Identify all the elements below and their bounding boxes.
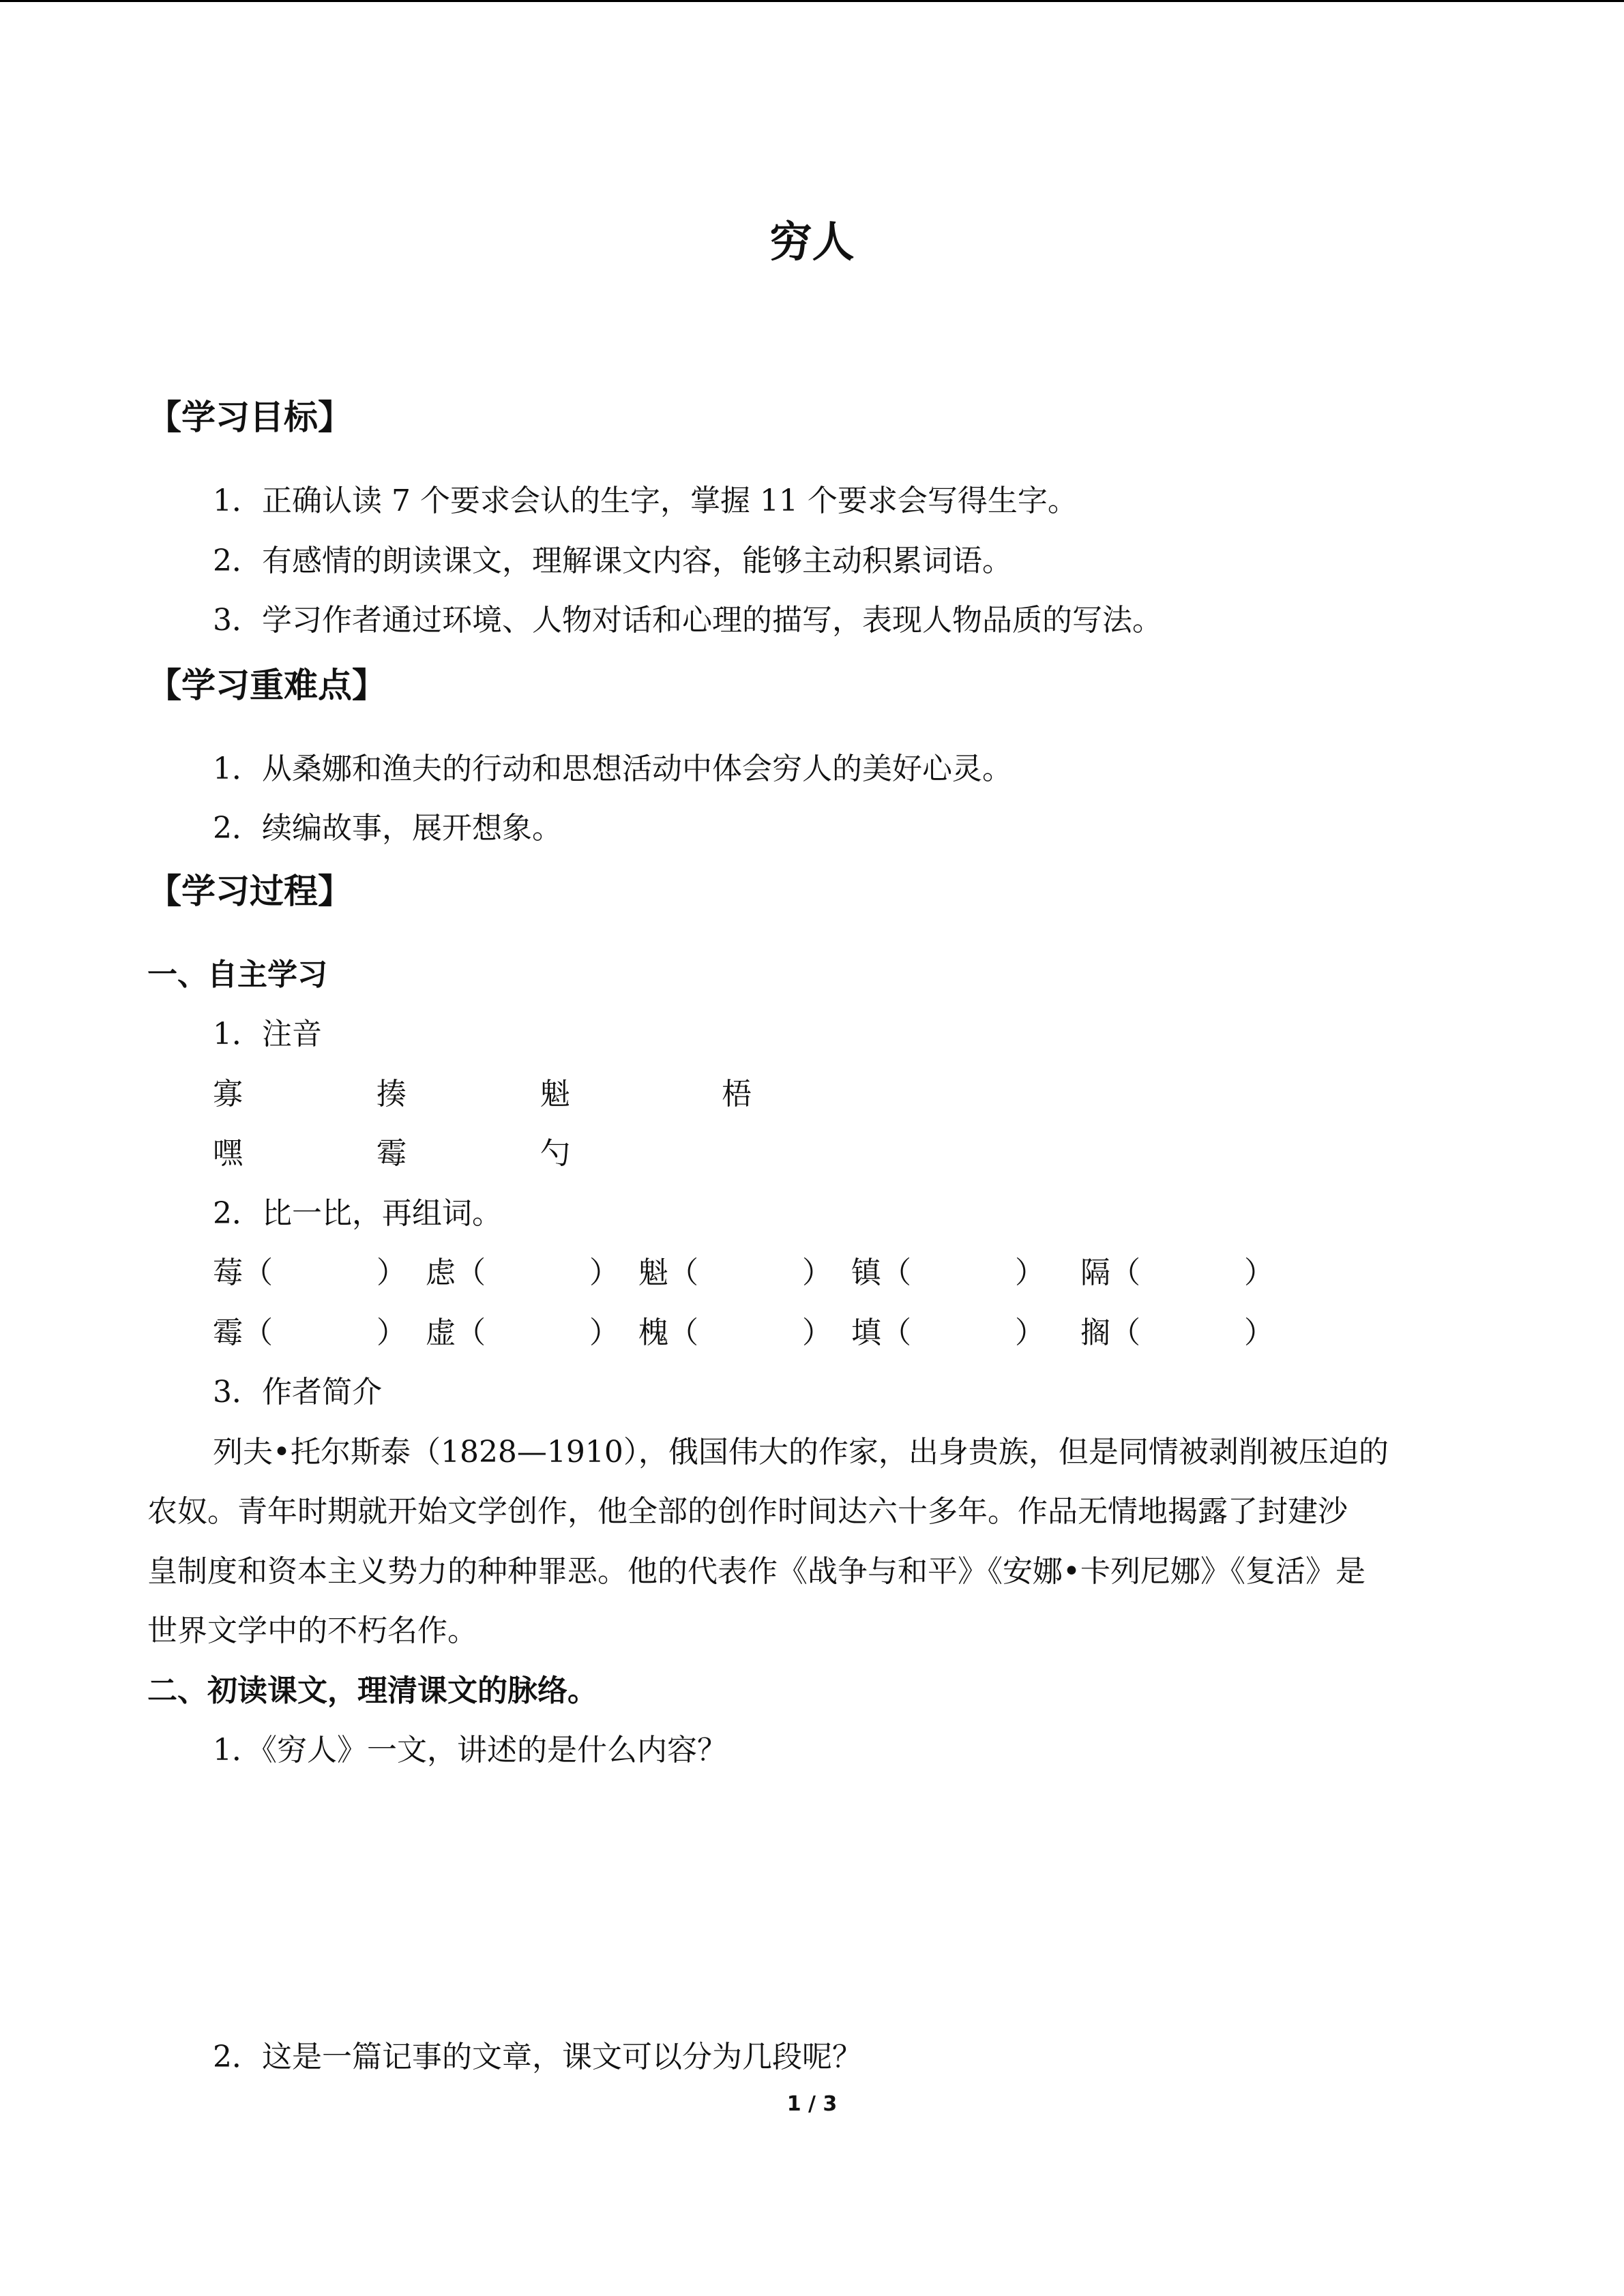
pinyin-char: 揍 [377,1077,407,1112]
pinyin-char: 霉 [377,1136,407,1171]
keypoint-item-2: 2．续编故事，展开想象。 [213,811,562,846]
compare-close: ） [1244,1315,1274,1350]
compare-label: 2．比一比，再组词。 [213,1196,502,1231]
compare-char: 填（ [851,1315,911,1350]
author-text-line: 列夫•托尔斯泰（1828—1910），俄国伟大的作家，出身贵族，但是同情被剥削被压迫的 [213,1435,1389,1470]
goal-item-1: 1．正确认读 7 个要求会认的生字，掌握 11 个要求会写得生字。 [213,483,1078,518]
question-1: 1．《穷人》一文，讲述的是什么内容？ [213,1733,727,1768]
compare-close: ） [589,1315,619,1350]
pinyin-char: 寡 [213,1077,243,1112]
compare-close: ） [802,1255,832,1290]
question-2: 2．这是一篇记事的文章，课文可以分为几段呢？ [213,2040,862,2074]
compare-close: ） [1015,1255,1045,1290]
compare-char: 虑（ [426,1255,486,1290]
compare-close: ） [1244,1255,1274,1290]
process-heading: 【学习过程】 [147,871,352,911]
compare-char: 镇（ [851,1255,911,1290]
compare-char: 霉（ [213,1315,273,1350]
keypoint-item-1: 1．从桑娜和渔夫的行动和思想活动中体会穷人的美好心灵。 [213,751,1012,786]
author-text-line: 农奴。青年时期就开始文学创作，他全部的创作时间达六十多年。作品无情地揭露了封建沙 [147,1494,1348,1529]
part1-heading: 一、自主学习 [147,957,327,992]
pinyin-char: 勺 [540,1136,570,1171]
goals-heading: 【学习目标】 [147,398,352,437]
compare-close: ） [589,1255,619,1290]
compare-close: ） [802,1315,832,1350]
compare-close: ） [1015,1315,1045,1350]
compare-char: 虚（ [426,1315,486,1350]
pinyin-char: 梧 [722,1077,752,1112]
author-label: 3．作者简介 [213,1375,382,1410]
pinyin-char: 魁 [540,1077,570,1112]
pinyin-label: 1．注音 [213,1017,322,1052]
compare-close: ） [377,1315,407,1350]
compare-char: 槐（ [638,1315,698,1350]
compare-close: ） [377,1255,407,1290]
compare-char: 莓（ [213,1255,273,1290]
goal-item-2: 2．有感情的朗读课文，理解课文内容，能够主动积累词语。 [213,543,1012,578]
keypoints-heading: 【学习重难点】 [147,666,386,705]
author-text-line: 皇制度和资本主义势力的种种罪恶。他的代表作《战争与和平》《安娜•卡列尼娜》《复活》是 [147,1554,1365,1589]
page-number: 1 / 3 [786,2092,838,2116]
compare-char: 搁（ [1080,1315,1140,1350]
top-border [0,0,1624,2]
goal-item-3: 3．学习作者通过环境、人物对话和心理的描写，表现人物品质的写法。 [213,603,1162,638]
compare-char: 魁（ [638,1255,698,1290]
compare-char: 隔（ [1080,1255,1140,1290]
pinyin-char: 嘿 [213,1136,243,1171]
page-title: 穷人 [769,217,855,267]
author-text-line: 世界文学中的不朽名作。 [147,1613,477,1648]
part2-heading: 二、初读课文，理清课文的脉络。 [147,1673,597,1708]
